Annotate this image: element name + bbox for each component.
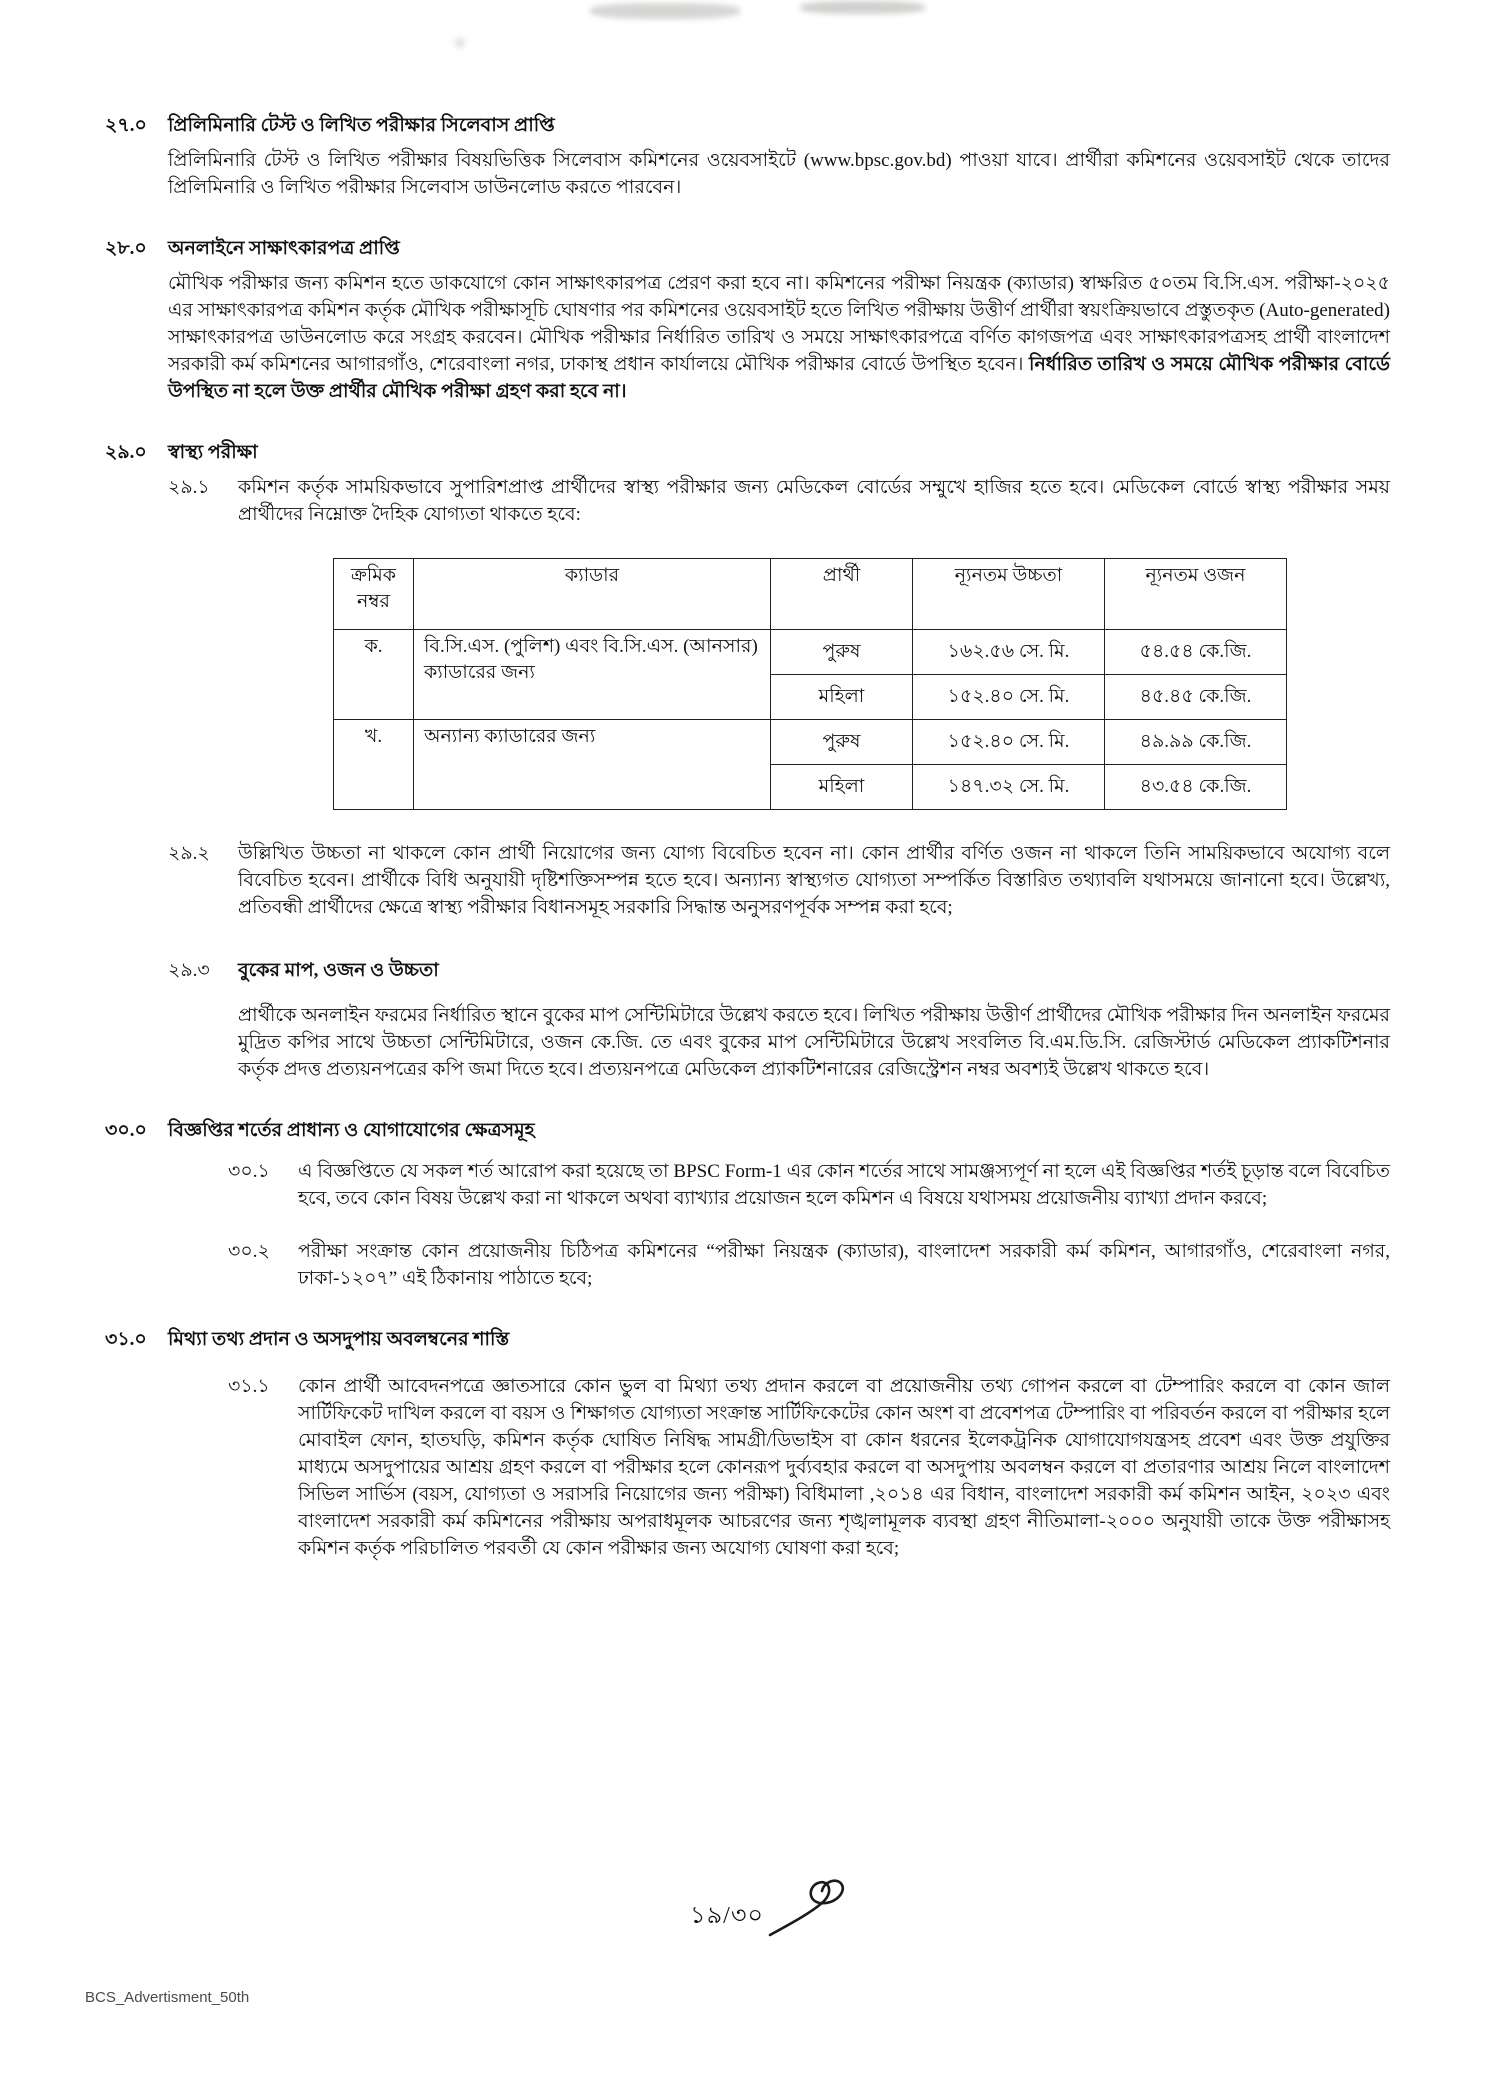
section-number: ২৭.০ — [105, 115, 147, 136]
section-heading: বিজ্ঞপ্তির শর্তের প্রাধান্য ও যোগাযোগের ক্ষেত্রসমূহ — [168, 1120, 535, 1141]
table-cell-serial: ক. — [334, 630, 414, 720]
subsection-30-1 — [228, 1158, 1390, 1212]
table-cell-height: ১৬২.৫৬ সে. মি. — [913, 630, 1105, 675]
table-cell-weight: ৫৪.৫৪ কে.জি. — [1105, 630, 1287, 675]
section-heading: প্রিলিমিনারি টেস্ট ও লিখিত পরীক্ষার সিলেবাস প্রাপ্তি — [168, 115, 555, 136]
table-cell-gender: পুরুষ — [771, 720, 913, 765]
subsection-31-1 — [228, 1373, 1390, 1562]
table-header-row — [334, 559, 1287, 630]
table-cell-weight: ৪৯.৯৯ কে.জি. — [1105, 720, 1287, 765]
section-number: ২৯.০ — [105, 442, 147, 463]
footer-watermark: BCS_Advertisment_50th — [85, 1989, 250, 2006]
subsection-body: প্রার্থীকে অনলাইন ফরমের নির্ধারিত স্থানে বুকের মাপ সেন্টিমিটারে উল্লেখ করতে হবে। লিখিত পরীক্ষায় উত্তীর্ণ প্রার্থীদের মৌখিক পরীক্ষার দিন অনলাইন ফরমের মুদ্রিত কপির সাথে উচ্চতা সেন্টিমিটারে, ওজন কে.জি. তে এবং বুকের মাপ সেন্টিমিটারে উল্লেখ সংবলিত বি.এম.ডি.সি. রেজিস্টার্ড মেডিকেল প্র্যাকটিশনার কর্তৃক প্রদত্ত প্রত্যয়নপত্রের কপি জমা দিতে হবে। প্রত্যয়নপত্রে মেডিকেল প্র্যাকটিশনারের রেজিস্ট্রেশন নম্বর অবশ্যই উল্লেখ থাকতে হবে। — [238, 1005, 1390, 1080]
subsection-number: ৩০.২ — [228, 1241, 270, 1262]
section-body-bold-text: নির্ধারিত তারিখ ও সময়ে মৌখিক পরীক্ষার বোর্ডে উপস্থিত না হলে উক্ত প্রার্থীর মৌখিক পরীক্ষা গ্রহণ করা হবে না। — [168, 354, 1391, 402]
page-footer — [0, 1875, 1491, 1965]
table-header-min-weight: ন্যূনতম ওজন — [1105, 559, 1287, 630]
section-number: ২৮.০ — [105, 238, 147, 259]
subsection-body: এ বিজ্ঞপ্তিতে যে সকল শর্ত আরোপ করা হয়েছে তা BPSC Form-1 এর কোন শর্তের সাথে সামঞ্জস্যপূর্ণ না হলে এই বিজ্ঞপ্তির শর্তই চূড়ান্ত বলে বিবেচিত হবে, তবে কোন বিষয় উল্লেখ করা না থাকলে অথবা ব্যাখ্যার প্রয়োজন হলে কমিশন এ বিষয়ে যথাসময় প্রয়োজনীয় ব্যাখ্যা প্রদান করবে; — [298, 1161, 1390, 1209]
subsection-number: ২৯.২ — [168, 843, 210, 864]
table-cell-gender: পুরুষ — [771, 630, 913, 675]
section-number: ৩০.০ — [105, 1120, 147, 1141]
section-31 — [105, 1326, 1390, 1562]
subsection-number: ২৯.১ — [168, 477, 210, 498]
table-header-candidate: প্রার্থী — [771, 559, 913, 630]
section-heading: মিথ্যা তথ্য প্রদান ও অসদুপায় অবলম্বনের শাস্তি — [168, 1329, 510, 1350]
section-heading: স্বাস্থ্য পরীক্ষা — [168, 442, 258, 463]
page-number: ১৯/৩০ — [690, 1903, 765, 1929]
table-header-min-height: ন্যূনতম উচ্চতা — [913, 559, 1105, 630]
table-cell-gender: মহিলা — [771, 765, 913, 810]
subsection-number: ৩০.১ — [228, 1161, 270, 1182]
subsection-30-2 — [228, 1238, 1390, 1292]
section-30 — [105, 1117, 1390, 1292]
table-header-serial: ক্রমিক নম্বর — [334, 559, 414, 630]
table-cell-weight: ৪৫.৪৫ কে.জি. — [1105, 675, 1287, 720]
subsection-body: কমিশন কর্তৃক সাময়িকভাবে সুপারিশপ্রাপ্ত প্রার্থীদের স্বাস্থ্য পরীক্ষার জন্য মেডিকেল বোর্ডের সম্মুখে হাজির হতে হবে। মেডিকেল বোর্ডে স্বাস্থ্য পরীক্ষার সময় প্রার্থীদের নিম্নোক্ত দৈহিক যোগ্যতা থাকতে হবে: — [238, 477, 1390, 525]
subsection-heading: বুকের মাপ, ওজন ও উচ্চতা — [238, 960, 439, 981]
table-cell-cadre: বি.সি.এস. (পুলিশ) এবং বি.সি.এস. (আনসার) ক্যাডারের জন্য — [414, 630, 771, 720]
section-body-text: মৌখিক পরীক্ষার জন্য কমিশন হতে ডাকযোগে কোন সাক্ষাৎকারপত্র প্রেরণ করা হবে না। কমিশনের পরীক্ষা নিয়ন্ত্রক (ক্যাডার) স্বাক্ষরিত ৫০তম বি.সি.এস. পরীক্ষা-২০২৫ এর সাক্ষাৎকারপত্র কমিশন কর্তৃক মৌখিক পরীক্ষাসূচি ঘোষণার পর কমিশনের ওয়েবসাইট হতে লিখিত পরীক্ষায় উত্তীর্ণ প্রার্থীরা স্বয়ংক্রিয়ভাবে প্রস্তুতকৃত (Auto-generated) সাক্ষাৎকারপত্র ডাউনলোড করে সংগ্রহ করবেন। মৌখিক পরীক্ষার নির্ধারিত তারিখ ও সময়ে সাক্ষাৎকারপত্রে বর্ণিত কাগজপত্র এবং সাক্ষাৎকারপত্রসহ প্রার্থী বাংলাদেশ সরকারী কর্ম কমিশনের আগারগাঁও, শেরেবাংলা নগর, ঢাকাস্থ প্রধান কার্যালয়ে মৌখিক পরীক্ষার বোর্ডে উপস্থিত হবেন। — [168, 273, 1390, 375]
table-cell-height: ১৫২.৪০ সে. মি. — [913, 720, 1105, 765]
subsection-29-3 — [168, 957, 1390, 1083]
table-cell-weight: ৪৩.৫৪ কে.জি. — [1105, 765, 1287, 810]
table-row — [334, 720, 1287, 765]
subsection-number: ৩১.১ — [228, 1376, 270, 1397]
physical-standards-table — [333, 558, 1287, 810]
subsection-29-2 — [168, 840, 1390, 921]
table-cell-serial: খ. — [334, 720, 414, 810]
section-27 — [105, 112, 1390, 201]
signature-icon — [762, 1863, 892, 1948]
table-cell-height: ১৪৭.৩২ সে. মি. — [913, 765, 1105, 810]
table-cell-cadre: অন্যান্য ক্যাডারের জন্য — [414, 720, 771, 810]
subsection-body: কোন প্রার্থী আবেদনপত্রে জ্ঞাতসারে কোন ভুল বা মিথ্যা তথ্য প্রদান করলে বা প্রয়োজনীয় তথ্য গোপন করলে বা টেম্পারিং করলে বা কোন জাল সার্টিফিকেট দাখিল করলে বা বয়স ও শিক্ষাগত যোগ্যতা সংক্রান্ত সার্টিফিকেটের কোন অংশ বা প্রবেশপত্র টেম্পারিং বা পরিবর্তন করলে বা পরীক্ষার হলে মোবাইল ফোন, হাতঘড়ি, কমিশন কর্তৃক ঘোষিত নিষিদ্ধ সামগ্রী/ডিভাইস বা কোন ধরনের ইলেকট্রনিক যোগাযোগযন্ত্রসহ প্রবেশ এবং উক্ত প্রযুক্তির মাধ্যমে অসদুপায়ের আশ্রয় গ্রহণ করলে বা পরীক্ষার হলে কোনরূপ দুর্ব্যবহার করলে বা অসদুপায় অবলম্বন করলে বা প্রতারণার আশ্রয় নিলে বাংলাদেশ সিভিল সার্ভিস (বয়স, যোগ্যতা ও সরাসরি নিয়োগের জন্য পরীক্ষা) বিধিমালা ,২০১৪ এর বিধান, বাংলাদেশ সরকারী কর্ম কমিশন আইন, ২০২৩ এবং বাংলাদেশ সরকারী কর্ম কমিশনের পরীক্ষায় অপরাধমূলক আচরণের জন্য শৃঙ্খলামূলক ব্যবস্থা গ্রহণ নীতিমালা-২০০০ অনুযায়ী তাকে উক্ত পরীক্ষাসহ কমিশন কর্তৃক পরিচালিত পরবর্তী যে কোন পরীক্ষার জন্য অযোগ্য ঘোষণা করা হবে; — [298, 1376, 1390, 1559]
section-28 — [105, 235, 1390, 405]
table-cell-height: ১৫২.৪০ সে. মি. — [913, 675, 1105, 720]
section-number: ৩১.০ — [105, 1329, 147, 1350]
section-29 — [105, 439, 1390, 1083]
subsection-29-1 — [168, 474, 1390, 528]
table-row — [334, 630, 1287, 675]
subsection-number: ২৯.৩ — [168, 960, 210, 981]
section-body — [168, 270, 1390, 405]
subsection-body: উল্লিখিত উচ্চতা না থাকলে কোন প্রার্থী নিয়োগের জন্য যোগ্য বিবেচিত হবেন না। কোন প্রার্থীর বর্ণিত ওজন না থাকলে তিনি সাময়িকভাবে অযোগ্য বলে বিবেচিত হবেন। প্রার্থীকে বিধি অনুযায়ী দৃষ্টিশক্তিসম্পন্ন হতে হবে। অন্যান্য স্বাস্থ্যগত যোগ্যতা সম্পর্কিত বিস্তারিত তথ্যাবলি যথাসময়ে জানানো হবে। উল্লেখ্য, প্রতিবন্ধী প্রার্থীদের ক্ষেত্রে স্বাস্থ্য পরীক্ষার বিধানসমূহ সরকারি সিদ্ধান্ত অনুসরণপূর্বক সম্পন্ন করা হবে; — [238, 843, 1390, 918]
table-header-cadre: ক্যাডার — [414, 559, 771, 630]
subsection-body: পরীক্ষা সংক্রান্ত কোন প্রয়োজনীয় চিঠিপত্র কমিশনের “পরীক্ষা নিয়ন্ত্রক (ক্যাডার), বাংলাদেশ সরকারী কর্ম কমিশন, আগারগাঁও, শেরেবাংলা নগর, ঢাকা-১২০৭” এই ঠিকানায় পাঠাতে হবে; — [298, 1241, 1390, 1289]
table-cell-gender: মহিলা — [771, 675, 913, 720]
section-heading: অনলাইনে সাক্ষাৎকারপত্র প্রাপ্তি — [168, 238, 400, 259]
section-body: প্রিলিমিনারি টেস্ট ও লিখিত পরীক্ষার বিষয়ভিত্তিক সিলেবাস কমিশনের ওয়েবসাইটে (www.bpsc.gov.bd) পাওয়া যাবে। প্রার্থীরা কমিশনের ওয়েবসাইট থেকে তাদের প্রিলিমিনারি ও লিখিত পরীক্ষার সিলেবাস ডাউনলোড করতে পারবেন। — [168, 150, 1390, 198]
